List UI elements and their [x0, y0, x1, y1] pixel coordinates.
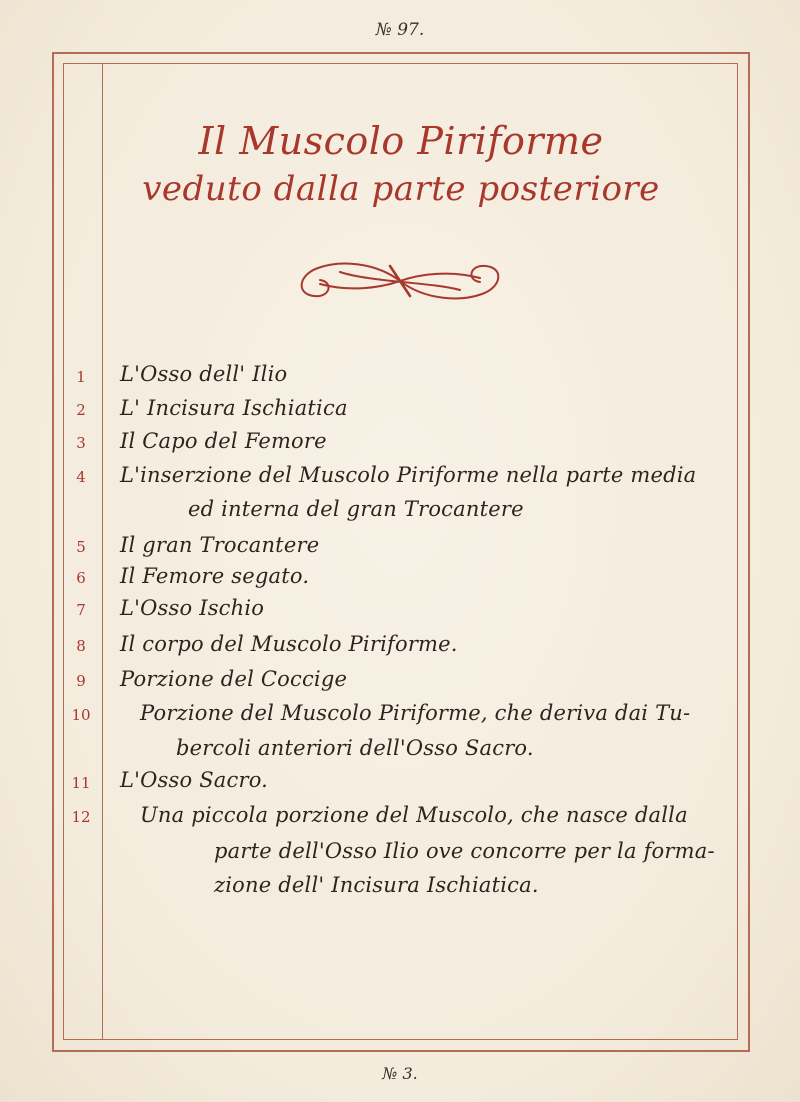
- entry-number: 7: [76, 601, 86, 619]
- entry-number: 4: [76, 468, 86, 486]
- entry-text: Una piccola porzione del Muscolo, che nasce dalla: [140, 803, 688, 827]
- entry-text-continuation: bercoli anteriori dell'Osso Sacro.: [176, 736, 534, 760]
- entry-text: Il Femore segato.: [120, 564, 310, 588]
- entry-number: 6: [76, 569, 86, 587]
- page-number-top: № 97.: [375, 20, 425, 40]
- entry-number: 9: [76, 672, 86, 690]
- entry-number: 5: [76, 538, 86, 556]
- entry-number: 11: [71, 774, 91, 792]
- entry-text: L' Incisura Ischiatica: [120, 396, 348, 420]
- title-line-1: Il Muscolo Piriforme: [198, 119, 604, 163]
- entry-text: Il corpo del Muscolo Piriforme.: [120, 632, 458, 656]
- entry-text: L'Osso Ischio: [120, 596, 265, 620]
- entry-text: Il gran Trocantere: [120, 533, 320, 557]
- entry-text: L'Osso Sacro.: [120, 768, 269, 792]
- entry-text: L'Osso dell' Ilio: [120, 362, 288, 386]
- entry-text: Il Capo del Femore: [120, 429, 327, 453]
- entry-number: 2: [76, 401, 86, 419]
- entry-text: L'inserzione del Muscolo Piriforme nella parte media: [120, 463, 697, 487]
- entry-number: 3: [76, 434, 86, 452]
- page-number-bottom: № 3.: [382, 1064, 418, 1083]
- entry-number: 8: [76, 637, 86, 655]
- calligraphic-flourish-icon: [280, 252, 520, 310]
- entry-text-continuation: zione dell' Incisura Ischiatica.: [214, 873, 539, 897]
- entry-text-continuation: ed interna del gran Trocantere: [188, 497, 524, 521]
- entry-number: 10: [71, 706, 91, 724]
- entry-text-continuation: parte dell'Osso Ilio ove concorre per la forma-: [214, 839, 715, 863]
- title-line-2: veduto dalla parte posteriore: [142, 169, 660, 209]
- entry-text: Porzione del Muscolo Piriforme, che deriva dai Tu-: [140, 701, 691, 725]
- entry-number: 12: [71, 808, 91, 826]
- margin-rule: [102, 64, 103, 1039]
- entry-text: Porzione del Coccige: [120, 667, 348, 691]
- entry-number: 1: [76, 368, 86, 386]
